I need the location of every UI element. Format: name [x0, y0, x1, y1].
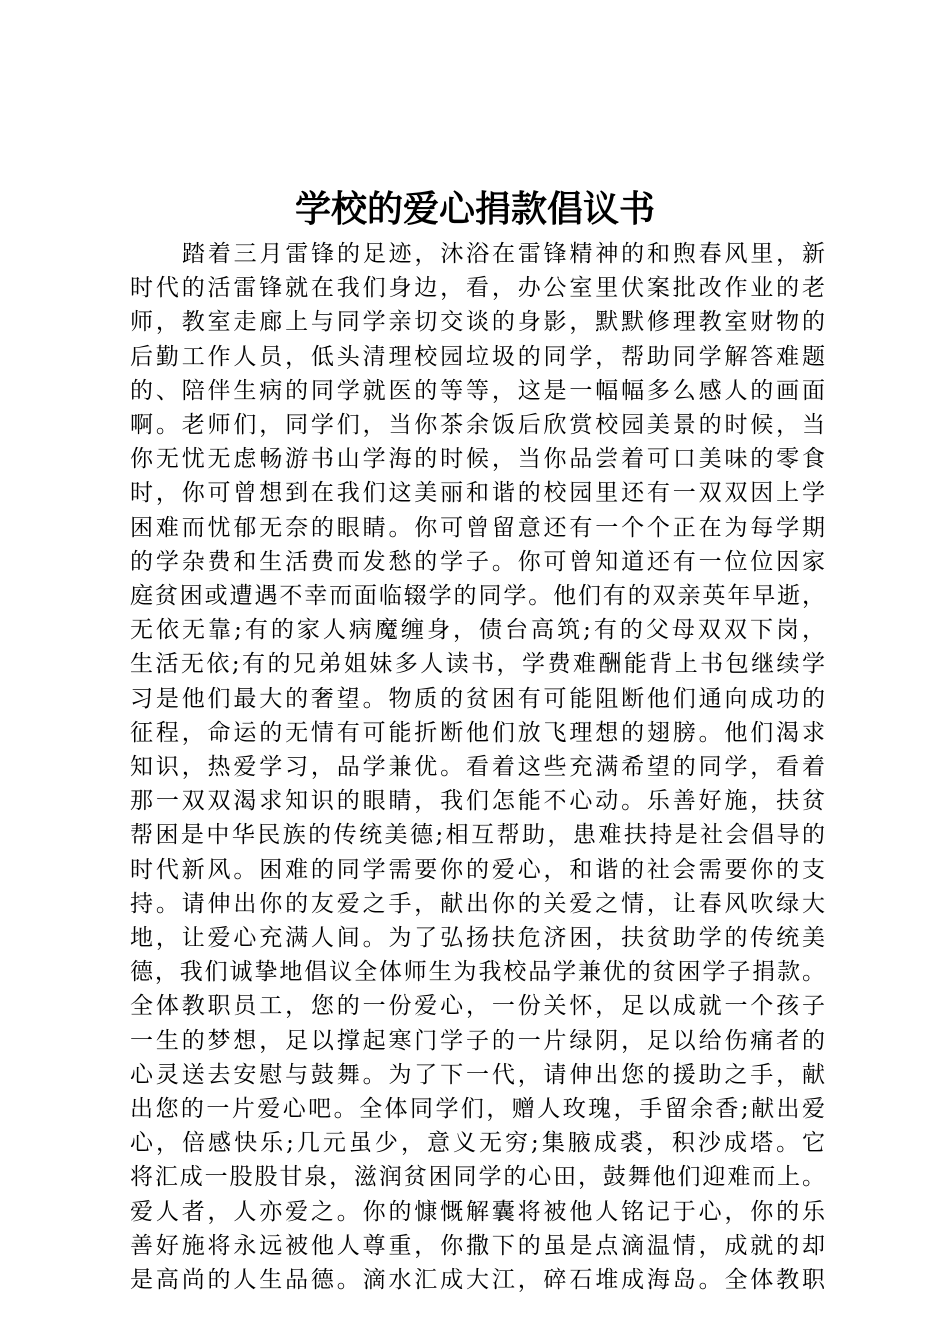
body-line: 庭贫困或遭遇不幸而面临辍学的同学。他们有的双亲英年早逝，: [130, 583, 825, 610]
body-line: 帮困是中华民族的传统美德;相互帮助，患难扶持是社会倡导的: [130, 822, 825, 849]
body-line: 时代的活雷锋就在我们身边，看，办公室里伏案批改作业的老: [130, 275, 825, 302]
body-line: 困难而忧郁无奈的眼睛。你可曾留意还有一个个正在为每学期: [130, 514, 825, 541]
body-line: 德，我们诚挚地倡议全体师生为我校品学兼优的贫困学子捐款。: [130, 959, 825, 986]
document-title: 学校的爱心捐款倡议书: [294, 188, 655, 230]
body-line: 生活无依;有的兄弟姐妹多人读书，学费难酬能背上书包继续学: [130, 651, 825, 678]
body-line: 的、陪伴生病的同学就医的等等，这是一幅幅多么感人的画面: [130, 377, 825, 404]
body-line: 后勤工作人员，低头清理校园垃圾的同学，帮助同学解答难题: [130, 343, 825, 370]
document-body: [130, 237, 825, 1297]
body-line: 一生的梦想，足以撑起寒门学子的一片绿阴，足以给伤痛者的: [130, 1027, 825, 1054]
body-line: 将汇成一股股甘泉，滋润贫困同学的心田，鼓舞他们迎难而上。: [130, 1164, 825, 1191]
body-line: 善好施将永远被他人尊重，你撒下的虽是点滴温情，成就的却: [130, 1232, 825, 1259]
body-line: 时，你可曾想到在我们这美丽和谐的校园里还有一双双因上学: [130, 480, 825, 507]
body-line: 师，教室走廊上与同学亲切交谈的身影，默默修理教室财物的: [130, 309, 825, 336]
body-line: 习是他们最大的奢望。物质的贫困有可能阻断他们通向成功的: [130, 685, 825, 712]
body-line: 出您的一片爱心吧。全体同学们，赠人玫瑰，手留余香;献出爱: [130, 1096, 825, 1123]
body-line: 知识，热爱学习，品学兼优。看着这些充满希望的同学，看着: [130, 754, 825, 781]
body-line: 你无忧无虑畅游书山学海的时候，当你品尝着可口美味的零食: [130, 446, 825, 473]
body-line: 心，倍感快乐;几元虽少，意义无穷;集腋成裘，积沙成塔。它: [130, 1130, 825, 1157]
body-line: 啊。老师们，同学们，当你茶余饭后欣赏校园美景的时候，当: [130, 412, 825, 439]
body-line: 爱人者，人亦爱之。你的慷慨解囊将被他人铭记于心，你的乐: [130, 1198, 825, 1225]
body-line: 时代新风。困难的同学需要你的爱心，和谐的社会需要你的支: [130, 856, 825, 883]
body-line: 无依无靠;有的家人病魔缠身，债台高筑;有的父母双双下岗，: [130, 617, 825, 644]
body-line: 的学杂费和生活费而发愁的学子。你可曾知道还有一位位因家: [130, 548, 825, 575]
body-line: 踏着三月雷锋的足迹，沐浴在雷锋精神的和煦春风里，新: [182, 241, 825, 267]
body-line: 持。请伸出你的友爱之手，献出你的关爱之情，让春风吹绿大: [130, 890, 825, 917]
body-line: 全体教职员工，您的一份爱心，一份关怀，足以成就一个孩子: [130, 993, 825, 1020]
body-line: 是高尚的人生品德。滴水汇成大江，碎石堆成海岛。全体教职: [130, 1267, 825, 1294]
body-line: 征程，命运的无情有可能折断他们放飞理想的翅膀。他们渴求: [130, 719, 825, 746]
body-line: 心灵送去安慰与鼓舞。为了下一代，请伸出您的援助之手，献: [130, 1061, 825, 1088]
body-line: 那一双双渴求知识的眼睛，我们怎能不心动。乐善好施，扶贫: [130, 788, 825, 815]
body-line: 地，让爱心充满人间。为了弘扬扶危济困，扶贫助学的传统美: [130, 925, 825, 952]
